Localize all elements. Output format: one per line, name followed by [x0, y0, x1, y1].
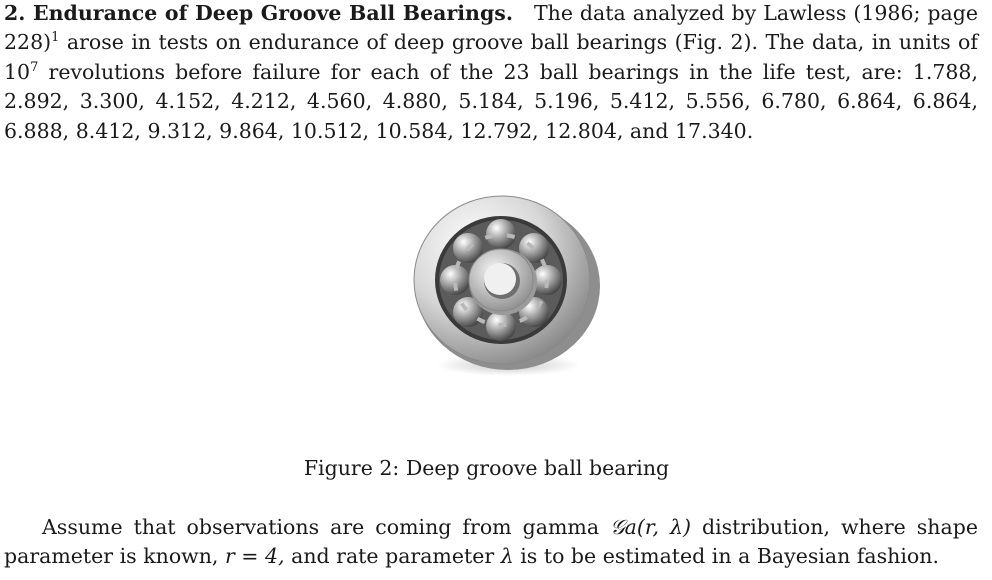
intro-text-b: arose in tests on endurance of deep groove ball bearings (Fig. 2). The data, in units of 10 — [4, 30, 978, 84]
assumption-paragraph — [4, 513, 978, 572]
figure-caption: Figure 2: Deep groove ball bearing — [303, 456, 670, 480]
intro-text-c: revolutions before failure for each of the 23 ball bearings in the life test, are: — [48, 59, 903, 84]
assumption-text-a: Assume that observations are coming from gamma — [42, 515, 600, 539]
ball-bearing-icon — [404, 182, 604, 382]
assumption-text-b: distribution, where shape parameter is known, — [4, 515, 978, 569]
bearing-figure-svg — [404, 182, 604, 382]
footnote-mark: 1 — [51, 30, 60, 46]
intro-paragraph — [4, 0, 978, 146]
lambda-symbol: λ — [500, 544, 514, 569]
section-heading: 2. Endurance of Deep Groove Ball Bearings. — [4, 1, 513, 25]
gamma-dist-args: (r, λ) — [636, 515, 691, 539]
r-equation: r = 4, — [224, 544, 285, 569]
exponent: 7 — [30, 59, 39, 75]
data-values: 1.788, 2.892, 3.300, 4.152, 4.212, 4.560, 4.880, 5.184, 5.196, 5.412, 5.556, 6.780, 6.864, 6.864, 6.888, 8.412, 9.312, 9.864, 10.512, 10.584, 12.792, 12.804, and 17.340. — [4, 59, 978, 143]
assumption-text-c: and rate parameter — [291, 544, 495, 569]
assumption-text-d: is to be estimated in a Bayesian fashion. — [520, 544, 939, 569]
intro-text-a: The data analyzed by Lawless (1986; page 228) — [4, 1, 978, 55]
gamma-dist-symbol: 𝒢a — [610, 515, 637, 539]
